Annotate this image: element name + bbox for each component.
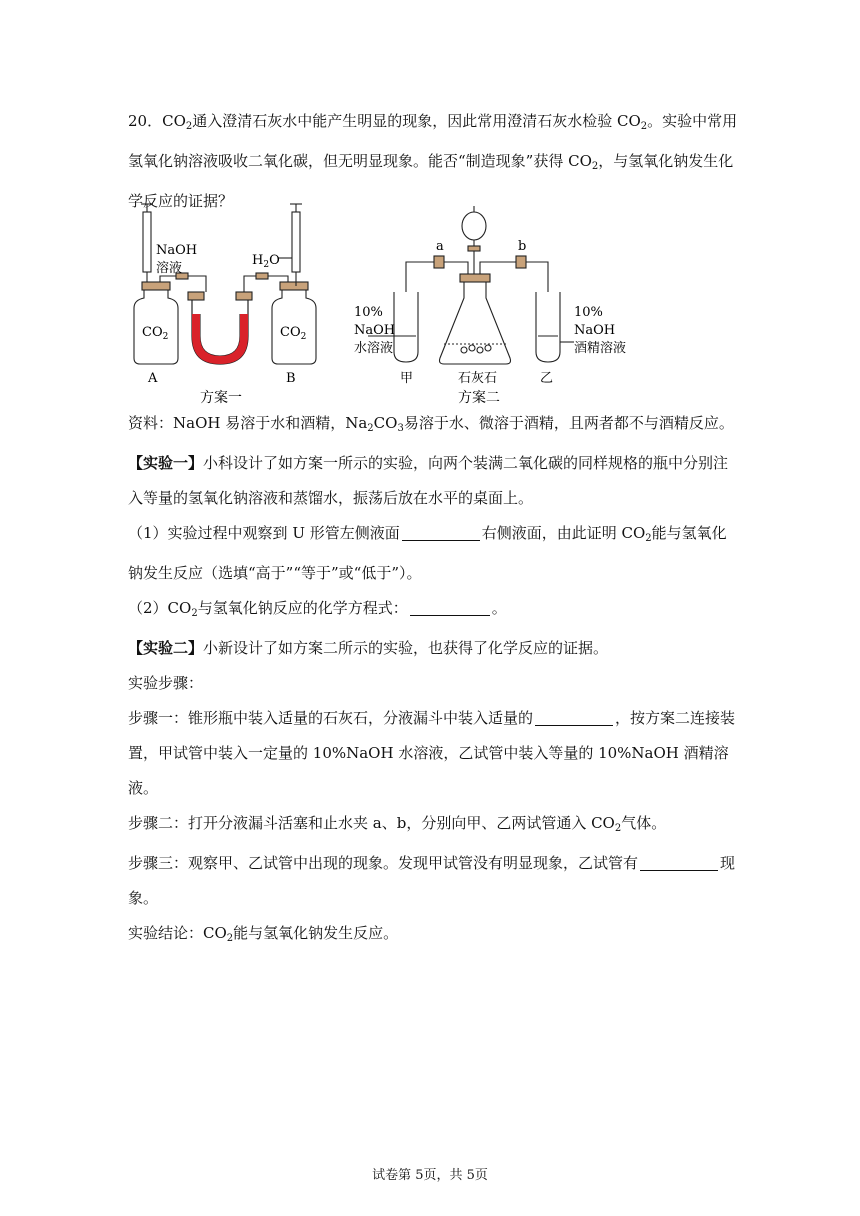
tube-yi-label: 乙 [540,371,554,386]
left-tube-naoh: NaOH [354,323,396,338]
question-body [128,406,738,956]
apparatus-diagram [128,202,648,412]
clip-b-label: b [518,239,527,254]
bottle-a-gas: $CO_2$ [142,325,169,342]
naoh-solution-label: 溶液 [156,261,183,276]
step2-para: 步骤二：打开分液漏斗活塞和止水夹 a、b，分别向甲、乙两试管通入 $CO_2$气体。 [128,814,667,834]
syringe-b [292,212,300,272]
conical-flask [440,280,511,364]
label-a: A [148,371,158,386]
step1-answer-blank[interactable] [535,709,613,726]
caption-plan2: 方案二 [458,390,500,406]
question-intro: 20．$CO_2$通入澄清石灰水中能产生明显的现象，因此常用澄清石灰水检验 $CO_2$。实验中常用氢氧化钠溶液吸收二氧化碳，但无明显现象。能否“制造现象”获得 $CO_2$，与氢氧化钠发生化学反应的证据？ [128,112,738,210]
ziliao-line: 资料：NaOH 易溶于水和酒精，$Na_2CO_3$易溶于水、微溶于酒精，且两者都不与酒精反应。 [128,414,734,434]
separatory-funnel [462,212,486,240]
test-tube-yi [536,292,560,362]
step3-answer-blank[interactable] [640,854,718,871]
step3-para: 步骤三：观察甲、乙试管中出现的现象。发现甲试管没有明显现象，乙试管有 现象。 [128,854,736,907]
q2-answer-blank[interactable] [410,599,490,616]
apparatus-figure [128,202,648,412]
limestone-label: 石灰石 [458,371,498,386]
right-tube-naoh: NaOH [574,323,616,338]
step1-para: 步骤一：锥形瓶中装入适量的石灰石，分液漏斗中装入适量的 ，按方案二连接装置，甲试管中装入一定量的 10%NaOH 水溶液，乙试管中装入等量的 10%NaOH 酒精溶液。 [128,709,736,797]
question-number: 20． [128,112,163,130]
q1-answer-blank[interactable] [402,524,480,541]
test-tube-jia [394,292,418,362]
conclusion-para: 实验结论：$CO_2$能与氢氧化钠发生反应。 [128,924,399,944]
steps-title: 实验步骤： [128,674,204,692]
bottle-b-gas: $CO_2$ [280,325,307,342]
experiment2-para: 【实验二】小新设计了如方案二所示的实验，也获得了化学反应的证据。 [128,639,609,657]
right-tube-solvent: 酒精溶液 [574,341,627,356]
left-tube-solvent: 水溶液 [354,341,394,356]
q2-para: $(2)CO_2$与氢氧化钠反应的化学方程式： 。 [128,599,507,619]
water-label: $H_2O$ [252,253,280,270]
stopper-a [142,282,170,290]
tube-jia-label: 甲 [400,371,414,386]
caption-plan1: 方案一 [200,390,242,406]
clip-b [516,256,526,268]
right-tube-conc: 10% [574,305,603,320]
page-footer: 试卷第 5页，共 5页 [372,1168,488,1183]
clip-a [434,256,444,268]
left-tube-conc: 10% [354,305,383,320]
stopper-b [280,282,308,290]
experiment1-para: 【实验一】小科设计了如方案一所示的实验，向两个装满二氧化碳的同样规格的瓶中分别注入等量的氢氧化钠溶液和蒸馏水，振荡后放在水平的桌面上。 [128,454,729,507]
naoh-label: NaOH [156,243,198,258]
q1-para: （1）实验过程中观察到 U 形管左侧液面 右侧液面，由此证明 $CO_2$能与氢氧化钠发生反应（选填“高于”“等于”或“低于”）。 [128,524,727,582]
label-b: B [286,371,296,386]
syringe-a [143,212,151,272]
clip-a-label: a [436,239,444,254]
